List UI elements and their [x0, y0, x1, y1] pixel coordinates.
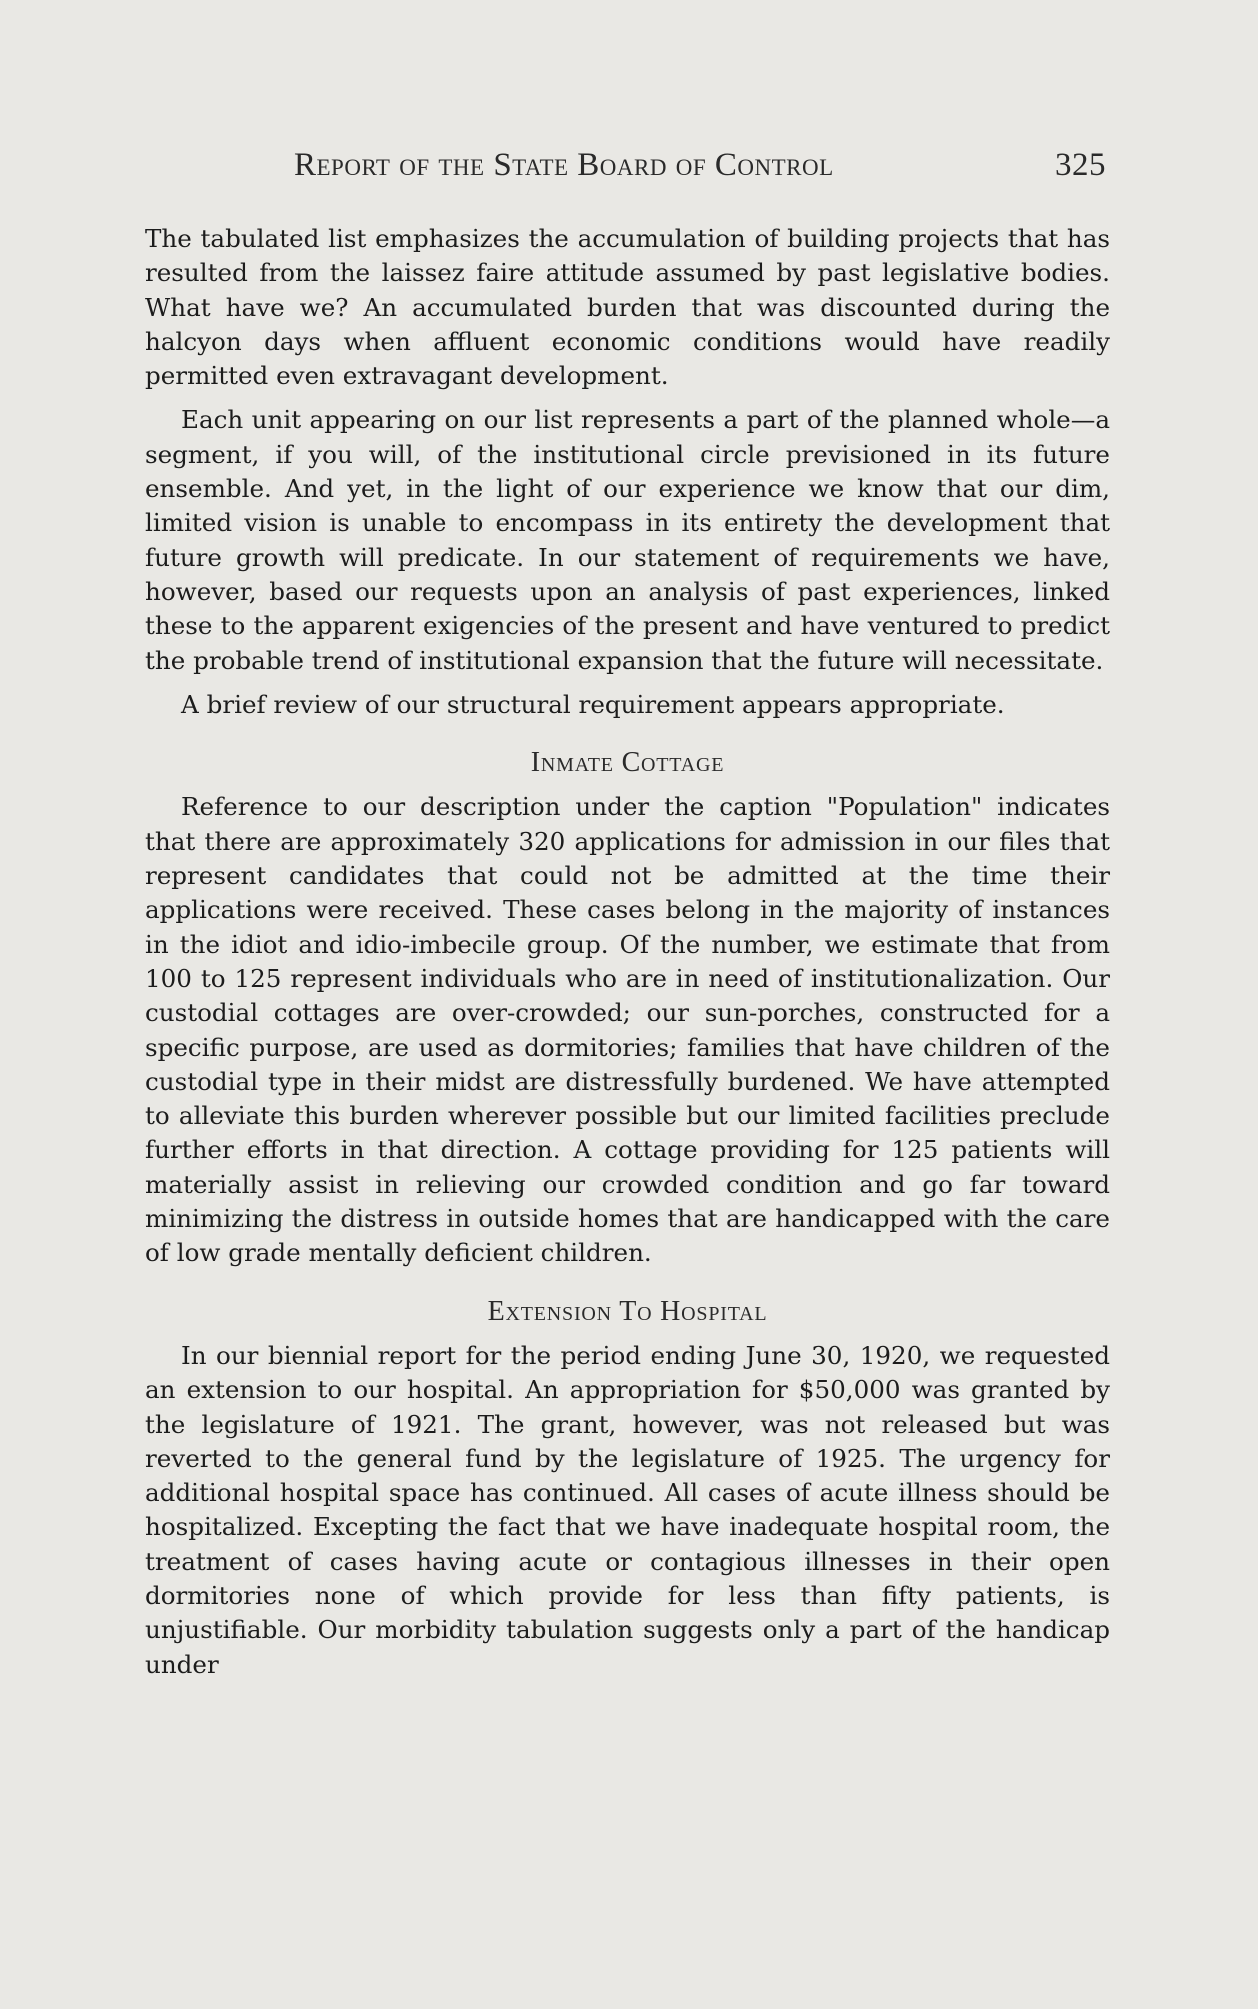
paragraph-tabulated-list: The tabulated list emphasizes the accumulation of building projects that has resulted from the laissez faire attitude assumed by past legislative bodies. What have we? An accumulated burden that was discounted during the halcyon days when affluent economic conditions would have readily permitted even extravagant development.	[145, 224, 1110, 391]
page-number: 325	[1055, 147, 1106, 183]
paragraph-inmate-cottage: Reference to our description under the caption "Population" indicates that there are approximately 320 applications for admission in our files that represent candidates that could not be admitted at the time their applications were received. These cases belong in the majority of instances in the idiot and idio-imbecile group. Of the number, we estimate that from 100 to 125 represent individuals who are in need of institutionalization. Our custodial cottages are over-crowded; our sun-porches, constructed for a specific purpose, are used as dormitories; families that have children of the custodial type in their midst are distressfully burdened. We have attempted to alleviate this burden wherever possible but our limited facilities preclude further efforts in that direction. A cottage providing for 125 patients will materially assist in relieving our crowded condition and go far toward minimizing the distress in outside homes that are handicapped with the care of low grade mentally deficient children.	[145, 792, 1110, 1268]
paragraph-each-unit: Each unit appearing on our list represents a part of the planned whole—a segment, if you will, of the institutional circle previsioned in its future ensemble. And yet, in the light of our experience we know that our dim, limited vision is unable to encompass in its entirety the development that future growth will predicate. In our statement of requirements we have, however, based our requests upon an analysis of past experiences, linked these to the apparent exigencies of the present and have ventured to predict the probable trend of institutional expansion that the future will necessitate.	[145, 405, 1110, 675]
heading-extension-to-hospital: Extension To Hospital	[487, 1295, 768, 1327]
body-text	[145, 222, 1110, 1682]
header-title: Report of the State Board of Control	[294, 147, 834, 183]
running-header	[294, 147, 1124, 187]
paragraph-brief-review: A brief review of our structural requirement appears appropriate.	[181, 689, 1005, 719]
heading-inmate-cottage: Inmate Cottage	[530, 747, 725, 779]
paragraph-extension-to-hospital: In our biennial report for the period ending June 30, 1920, we requested an extension to our hospital. An appropriation for $50,000 was granted by the legislature of 1921. The grant, however, was not released but was reverted to the general fund by the legislature of 1925. The urgency for additional hospital space has continued. All cases of acute illness should be hospitalized. Excepting the fact that we have inadequate hospital room, the treatment of cases having acute or contagious illnesses in their open dormitories none of which provide for less than fifty patients, is unjustifiable. Our morbidity tabulation suggests only a part of the handicap under	[145, 1340, 1110, 1679]
